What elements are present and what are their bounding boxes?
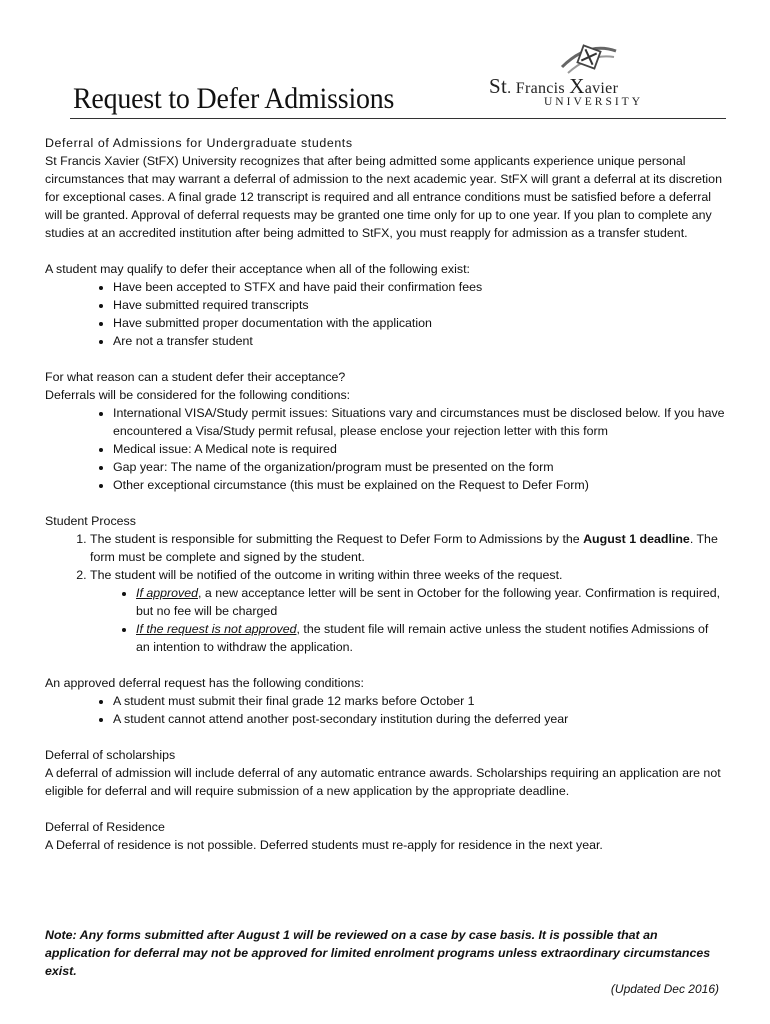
- list-item: • Have been accepted to STFX and have paid their confirmation fees: [113, 278, 725, 296]
- logo-subtitle: UNIVERSITY: [544, 96, 643, 108]
- university-logo: [488, 46, 708, 110]
- list-item: • Have submitted proper documentation with the application: [113, 314, 725, 332]
- list-item: • International VISA/Study permit issues: Situations vary and circumstances must be disclosed below. If you have encountered a Visa/Study permit refusal, please enclose your rejection letter with this form: [113, 404, 725, 440]
- process-step-2: 2. The student will be notified of the outcome in writing within three weeks of the request. • If approved, a new acceptance letter will be sent in October for the following year. Confirmation is required, but no fee will be charged • If the request is not approved, the student file will remain active unless the student notifies Admissions of an intention to withdraw the application.: [90, 566, 725, 656]
- qualify-heading: A student may qualify to defer their acceptance when all of the following exist:: [45, 262, 470, 276]
- list-item: • If approved, a new acceptance letter will be sent in October for the following year. Confirmation is required, but no fee will be charged: [136, 584, 725, 620]
- header-rule: [70, 118, 726, 119]
- list-item: • Other exceptional circumstance (this must be explained on the Request to Defer Form): [113, 476, 725, 494]
- process-step-1: 1. The student is responsible for submitting the Request to Defer Form to Admissions by the August 1 deadline. The form must be complete and signed by the student.: [90, 530, 725, 566]
- residence-heading: Deferral of Residence: [45, 820, 165, 834]
- list-item: • A student must submit their final grade 12 marks before October 1: [113, 692, 725, 710]
- conditions-heading: An approved deferral request has the following conditions:: [45, 676, 364, 690]
- list-item: • Medical issue: A Medical note is required: [113, 440, 725, 458]
- intro-paragraph: St Francis Xavier (StFX) University recognizes that after being admitted some applicants experience unique personal circumstances that may warrant a deferral of admission to the next academic year. StFX will grant a deferral at its discretion for exceptional cases. A final grade 12 transcript is required and all entrance conditions must be satisfied before a deferral will be granted. Approval of deferral requests may be granted one time only for up to one year. If you plan to complete any studies at an accredited institution after being admitted to StFX, you must reapply for admission as a transfer student.: [45, 154, 722, 240]
- page-title: Request to Defer Admissions: [73, 82, 395, 115]
- updated-date: (Updated Dec 2016): [610, 982, 719, 996]
- residence-paragraph: A Deferral of residence is not possible. Deferred students must re-apply for residence in the next year.: [45, 838, 603, 852]
- process-steps: [45, 530, 725, 656]
- list-item: • A student cannot attend another post-secondary institution during the deferred year: [113, 710, 725, 728]
- reasons-list: [45, 404, 725, 494]
- list-item: • Have submitted required transcripts: [113, 296, 725, 314]
- document-body: [45, 134, 725, 998]
- reasons-lead: Deferrals will be considered for the following conditions:: [45, 388, 351, 402]
- process-substeps: [90, 584, 725, 656]
- logo-wordmark: St. Francis Xavier: [489, 74, 619, 98]
- list-item: • If the request is not approved, the student file will remain active unless the student notifies Admissions of an intention to withdraw the application.: [136, 620, 725, 656]
- reasons-heading: For what reason can a student defer their acceptance?: [45, 370, 346, 384]
- list-item: • Gap year: The name of the organization/program must be presented on the form: [113, 458, 725, 476]
- scholarships-paragraph: A deferral of admission will include deferral of any automatic entrance awards. Scholarships requiring an application are not eligible for deferral and will require submission of a new application by the appropriate deadline.: [45, 766, 721, 798]
- scholarships-heading: Deferral of scholarships: [45, 748, 176, 762]
- conditions-list: [45, 692, 725, 728]
- list-item: • Are not a transfer student: [113, 332, 725, 350]
- qualify-list: [45, 278, 725, 350]
- late-forms-note: Note: Any forms submitted after August 1 will be reviewed on a case by case basis. It is possible that an application for deferral may not be approved for limited enrolment programs unless extraordinary circumstances exist.: [45, 928, 711, 978]
- process-heading: Student Process: [45, 514, 136, 528]
- intro-heading: Deferral of Admissions for Undergraduate students: [45, 136, 353, 150]
